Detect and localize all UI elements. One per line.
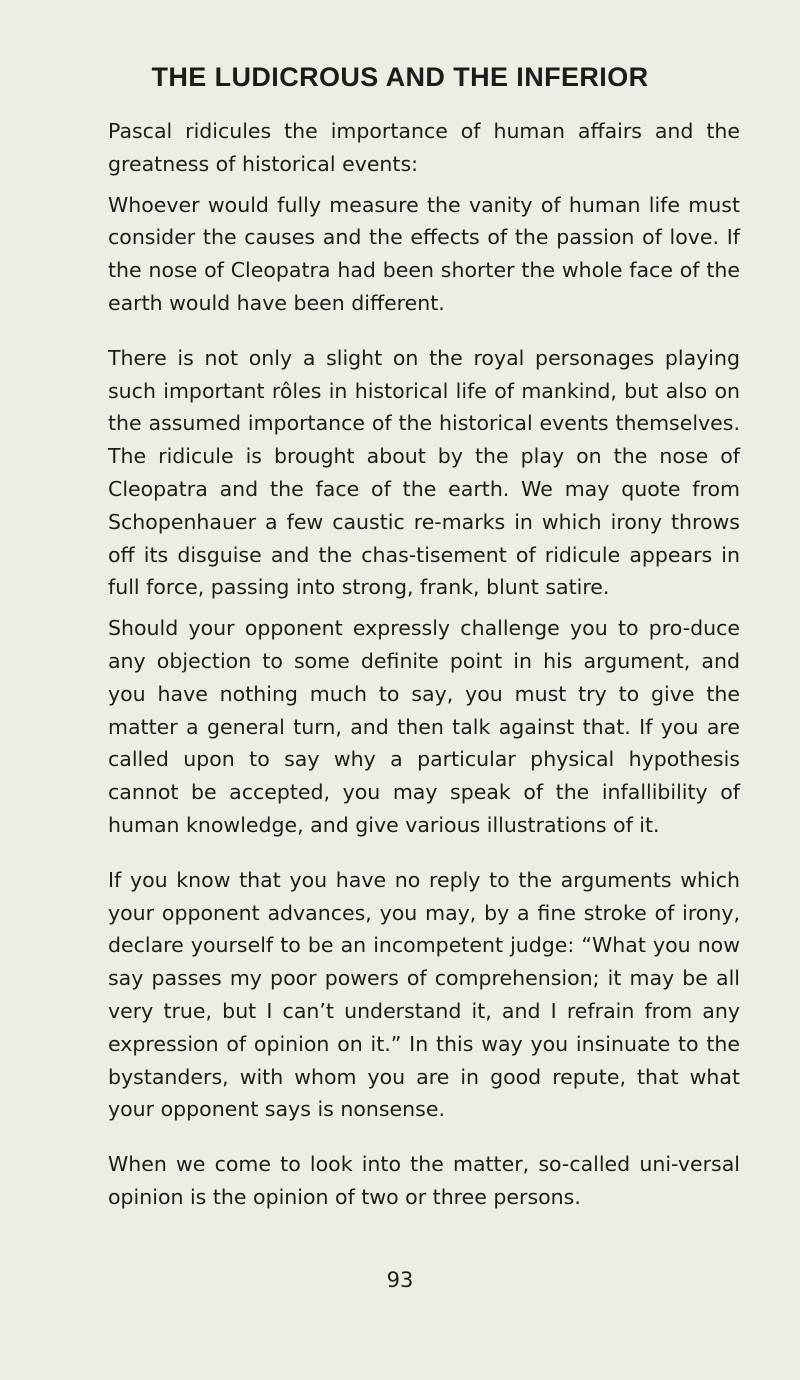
running-head: THE LUDICROUS AND THE INFERIOR [151, 62, 649, 92]
quote-pascal: Whoever would fully measure the vanity of human life must consider the causes and the effects of the passion of love. If the nose of Cleopatra had been shorter the whole face of the earth would have been different. [108, 192, 740, 315]
page-number: 93 [386, 1268, 414, 1292]
quote-schopenhauer-1: Should your opponent expressly challenge you to pro-duce any objection to some definite point in his argument, and you have nothing much to say, you must try to give the matter a general turn, and then talk against that. If you are called upon to say why a particular physical hypothesis cannot be accepted, you may speak of the infallibility of human knowledge, and give various illustrations of it. [108, 616, 740, 837]
quote-schopenhauer-2: If you know that you have no reply to the arguments which your opponent advances, you may, by a fine stroke of irony, declare yourself to be an incompetent judge: “What you now say passes my poor powers of comprehension; it may be all very true, but I can’t understand it, and I refrain from any expression of opinion on it.” In this way you insinuate to the bystanders, with whom you are in good repute, that what your opponent says is nonsense. [108, 867, 740, 1122]
paragraph-commentary: There is not only a slight on the royal personages playing such important rôles in historical life of mankind, but also on the assumed importance of the historical events themselves. The ridicule is brought about by the play on the nose of Cleopatra and the face of the earth. We may quote from Schopenhauer a few caustic re-marks in which irony throws off its disguise and the chas-tisement of ridicule appears in full force, passing into strong, frank, blunt satire. [108, 345, 740, 600]
body-text [108, 115, 740, 1214]
quote-schopenhauer-3: When we come to look into the matter, so-called uni-versal opinion is the opinion of two or three persons. [108, 1152, 740, 1209]
paragraph-intro: Pascal ridicules the importance of human affairs and the greatness of historical events: [108, 119, 740, 176]
